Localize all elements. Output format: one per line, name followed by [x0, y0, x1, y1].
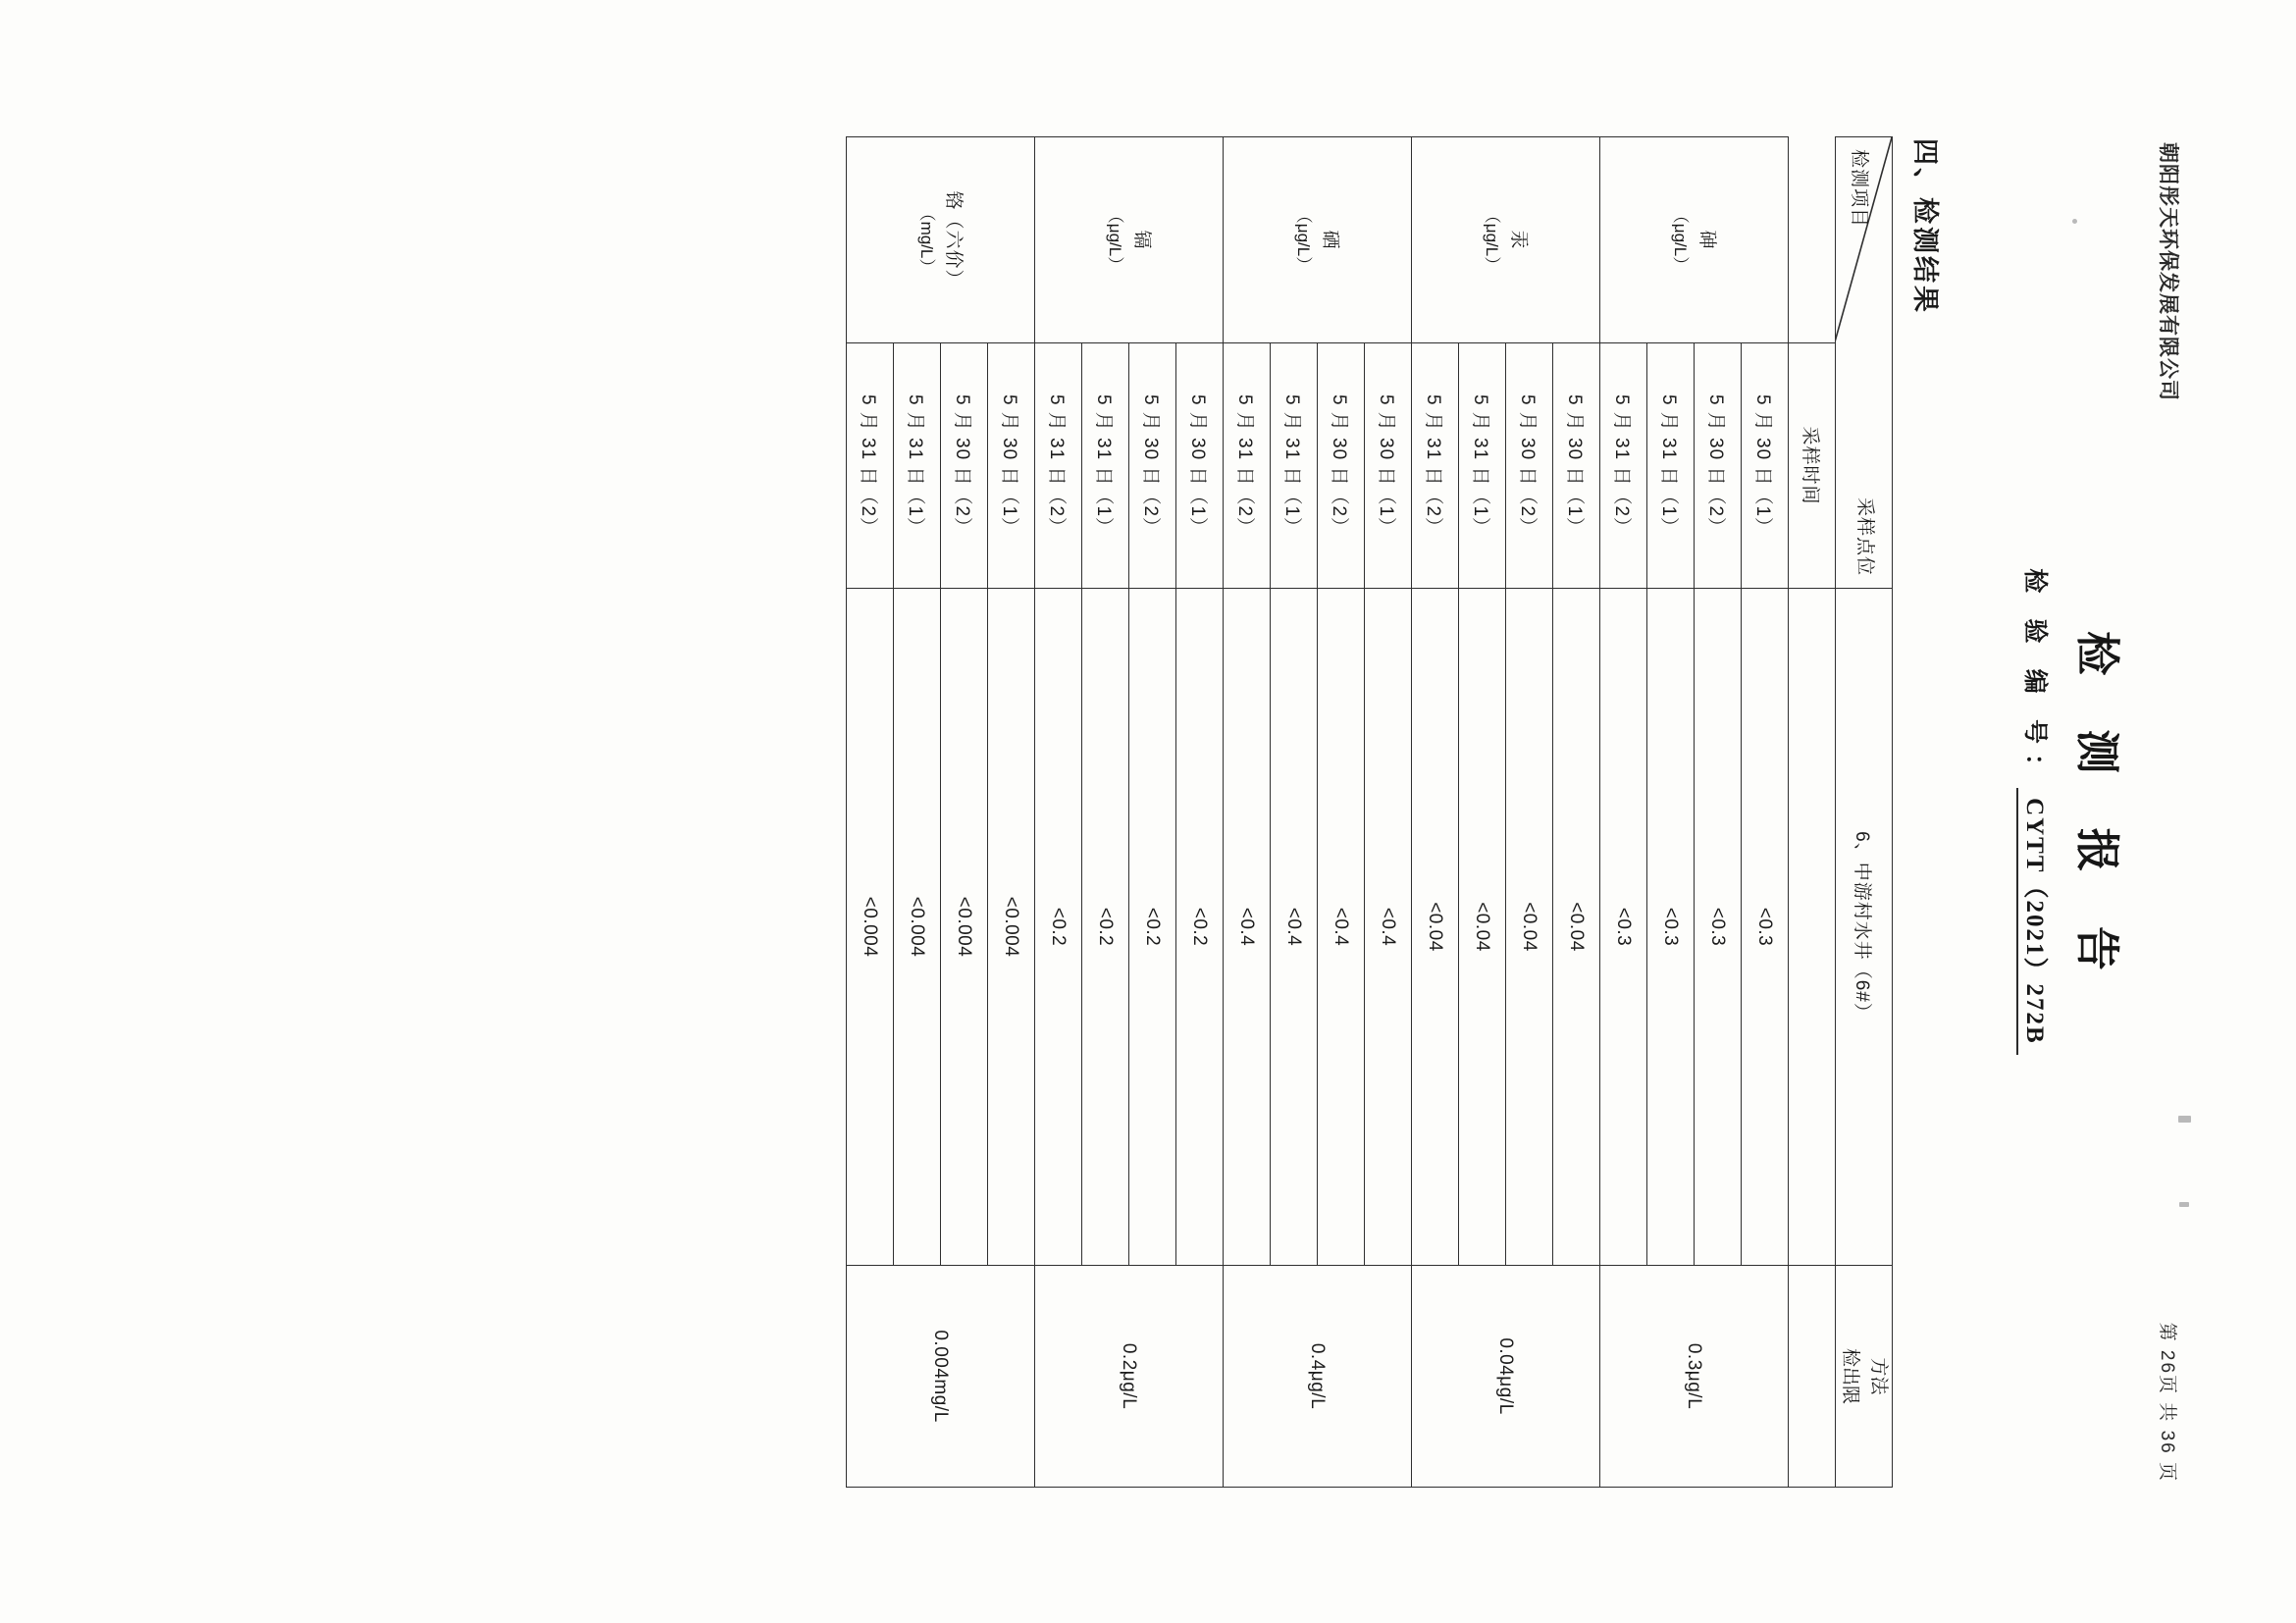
result-value-cell: <0.004 — [988, 589, 1035, 1266]
table-row — [1176, 137, 1224, 1488]
test-item-name: 汞 — [1508, 230, 1530, 250]
detection-limit-cell: 0.2μg/L — [1035, 1266, 1224, 1488]
table-row — [1553, 137, 1600, 1488]
sampling-time-cell: 5 月 31 日（1） — [1459, 343, 1506, 589]
result-value-cell: <0.4 — [1318, 589, 1365, 1266]
detection-limit-header-line2: 检出限 — [1840, 1347, 1861, 1404]
sampling-time-cell: 5 月 31 日（1） — [1082, 343, 1129, 589]
detection-limit-cell: 0.4μg/L — [1224, 1266, 1412, 1488]
result-value-cell: <0.04 — [1459, 589, 1506, 1266]
report-number-line — [2019, 136, 2055, 1487]
table-row — [1365, 137, 1412, 1488]
sampling-time-cell: 5 月 30 日（1） — [1742, 343, 1789, 589]
report-header — [1953, 136, 2198, 1487]
spacer-cell — [1789, 137, 1836, 343]
detection-limit-cell: 0.004mg/L — [847, 1266, 1035, 1488]
sampling-time-cell: 5 月 31 日（1） — [894, 343, 941, 589]
result-value-cell: <0.3 — [1600, 589, 1647, 1266]
sampling-time-cell: 5 月 30 日（2） — [1129, 343, 1176, 589]
result-value-cell: <0.2 — [1035, 589, 1082, 1266]
sampling-time-cell: 5 月 30 日（1） — [1176, 343, 1224, 589]
sampling-time-cell: 5 月 31 日（1） — [1647, 343, 1695, 589]
results-table-body — [847, 137, 1789, 1488]
test-item-name: 铬（六价） — [943, 190, 965, 289]
sampling-time-cell: 5 月 30 日（1） — [1365, 343, 1412, 589]
corner-item-label: 检测项目 — [1849, 149, 1869, 229]
sampling-time-cell: 5 月 31 日（2） — [1035, 343, 1082, 589]
corner-point-label: 采样点位 — [1854, 497, 1875, 576]
test-item-unit: （μg/L） — [1670, 206, 1690, 274]
result-value-cell: <0.4 — [1224, 589, 1271, 1266]
sampling-point-header: 6、中游村水井（6#） — [1836, 589, 1893, 1266]
test-item-unit: （μg/L） — [1482, 206, 1501, 274]
test-item-name: 镉 — [1131, 230, 1153, 250]
sampling-time-cell: 5 月 30 日（2） — [1318, 343, 1365, 589]
result-value-cell: <0.004 — [894, 589, 941, 1266]
corner-header-cell — [1836, 137, 1893, 589]
test-item-name: 硒 — [1320, 230, 1341, 250]
result-value-cell: <0.2 — [1176, 589, 1224, 1266]
report-title: 检 测 报 告 — [2072, 631, 2121, 992]
result-value-cell: <0.3 — [1695, 589, 1742, 1266]
sampling-time-cell: 5 月 30 日（1） — [988, 343, 1035, 589]
test-item-unit: （μg/L） — [1293, 206, 1313, 274]
table-row — [1742, 137, 1789, 1488]
test-item-unit: （μg/L） — [1105, 206, 1124, 274]
section-heading: 四、检测结果 — [1910, 138, 1940, 315]
test-item-cell — [847, 137, 1035, 343]
result-value-cell: <0.004 — [941, 589, 988, 1266]
result-value-cell: <0.2 — [1082, 589, 1129, 1266]
table-subheader-row — [1789, 137, 1836, 1488]
table-header-row — [1836, 137, 1893, 1488]
result-value-cell: <0.3 — [1742, 589, 1789, 1266]
test-item-cell — [1224, 137, 1412, 343]
test-item-name: 砷 — [1696, 230, 1718, 250]
result-value-cell: <0.4 — [1365, 589, 1412, 1266]
sampling-time-cell: 5 月 31 日（2） — [1600, 343, 1647, 589]
value-subheader-cell — [1789, 589, 1836, 1266]
page-number: 第 26页 共 36 页 — [2157, 1322, 2177, 1483]
report-number-label: 检 验 编 号： — [2021, 568, 2048, 789]
result-value-cell: <0.04 — [1412, 589, 1459, 1266]
results-table — [846, 136, 1893, 1488]
test-item-unit: （mg/L） — [916, 204, 936, 276]
sampling-time-cell: 5 月 31 日（1） — [1271, 343, 1318, 589]
sampling-time-cell: 5 月 31 日（2） — [1412, 343, 1459, 589]
sampling-time-cell: 5 月 30 日（2） — [941, 343, 988, 589]
report-number-value: CYTT（2021）272B — [2016, 788, 2048, 1055]
detection-limit-header-line1: 方法 — [1868, 1357, 1889, 1395]
test-item-cell — [1600, 137, 1789, 343]
result-value-cell: <0.3 — [1647, 589, 1695, 1266]
result-value-cell: <0.04 — [1553, 589, 1600, 1266]
result-value-cell: <0.4 — [1271, 589, 1318, 1266]
result-value-cell: <0.04 — [1506, 589, 1553, 1266]
detection-limit-cell: 0.3μg/L — [1600, 1266, 1789, 1488]
sampling-time-cell: 5 月 31 日（2） — [847, 343, 894, 589]
test-item-cell — [1412, 137, 1600, 343]
sampling-time-cell: 5 月 31 日（2） — [1224, 343, 1271, 589]
result-value-cell: <0.2 — [1129, 589, 1176, 1266]
sampling-time-cell: 5 月 30 日（1） — [1553, 343, 1600, 589]
scanned-sheet — [44, 46, 2252, 1577]
result-value-cell: <0.004 — [847, 589, 894, 1266]
sampling-time-cell: 5 月 30 日（2） — [1695, 343, 1742, 589]
table-row — [988, 137, 1035, 1488]
detection-limit-cell: 0.04μg/L — [1412, 1266, 1600, 1488]
sampling-time-header: 采样时间 — [1789, 343, 1836, 589]
sampling-time-cell: 5 月 30 日（2） — [1506, 343, 1553, 589]
limit-subheader-cell — [1789, 1266, 1836, 1488]
detection-limit-header — [1836, 1266, 1893, 1488]
company-name: 朝阳彤天环保发展有限公司 — [2157, 142, 2179, 401]
test-item-cell — [1035, 137, 1224, 343]
